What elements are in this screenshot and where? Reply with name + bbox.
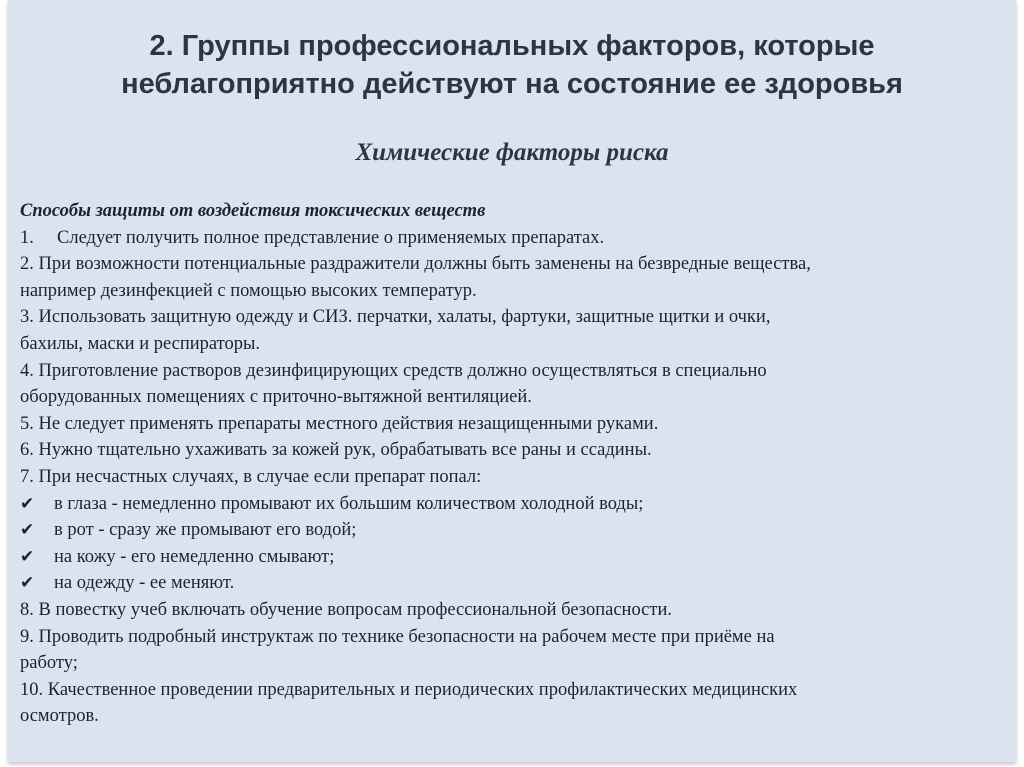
list-item-line: 3. Использовать защитную одежду и СИЗ. перчатки, халаты, фартуки, защитные щитки и очки, [20,307,771,328]
list-item-line: 4. Приготовление растворов дезинфицирующих средств должно осуществляться в специально [20,360,767,381]
section-heading: Способы защиты от воздействия токсических веществ [20,201,486,221]
list-item-line: 10. Качественное проведении предварительных и периодических профилактических медицинских [20,679,798,700]
list-item-line: осмотров. [20,706,99,727]
list-item-line: 7. При несчастных случаях, в случае если препарат попал: [20,466,482,487]
slide [8,0,1016,762]
list-item [20,225,1010,252]
content-body [20,198,1010,730]
checklist-text: на одежду - ее меняют. [54,573,235,594]
subtitle: Химические факторы риска [355,139,669,166]
checkmark-icon: ✔ [20,546,35,566]
list-item-line: 6. Нужно тщательно ухаживать за кожей рук, обрабатывать все раны и ссадины. [20,440,652,461]
checklist-item [20,570,1010,597]
checklist-item [20,517,1010,544]
list-item [20,624,1010,677]
checkmark-icon: ✔ [20,493,35,513]
list-item-line: 9. Проводить подробный инструктаж по технике безопасности на рабочем месте при приёме на [20,626,775,647]
list-item [20,251,1010,304]
list-item [20,437,1010,464]
list-item [20,304,1010,357]
list-item-text: Следует получить полное представление о применяемых препаратах. [57,227,605,248]
checklist-text: на кожу - его немедленно смывают; [54,546,335,567]
list-item-line: например дезинфекцией с помощью высоких температур. [20,280,477,301]
list-item-line: 2. При возможности потенциальные раздражители должны быть заменены на безвредные вещества, [20,254,811,275]
checklist-text: в глаза - немедленно промывают их большим количеством холодной воды; [54,493,644,514]
list-item-line: работу; [20,653,78,674]
list-item [20,464,1010,491]
list-item-line: бахилы, маски и респираторы. [20,333,261,354]
list-item-line: оборудованных помещениях с приточно-вытяжной вентиляцией. [20,387,532,408]
checkmark-icon: ✔ [20,520,35,540]
title-line-2: неблагоприятно действуют на состояние ее здоровья [121,68,903,100]
title-line-1: 2. Группы профессиональных факторов, которые [149,30,875,62]
checklist-item [20,544,1010,571]
checklist-text: в рот - сразу же промывают его водой; [54,520,357,541]
checklist-item [20,491,1010,518]
list-item-line: 8. В повестку учеб включать обучение вопросам профессиональной безопасности. [20,599,672,620]
list-item [20,411,1010,438]
list-item [20,677,1010,730]
list-item-line: 5. Не следует применять препараты местного действия незащищенными руками. [20,413,659,434]
page-title [8,27,1016,103]
list-item [20,358,1010,411]
checkmark-icon: ✔ [20,573,35,593]
list-item [20,597,1010,624]
list-item-number: 1. [20,227,34,248]
